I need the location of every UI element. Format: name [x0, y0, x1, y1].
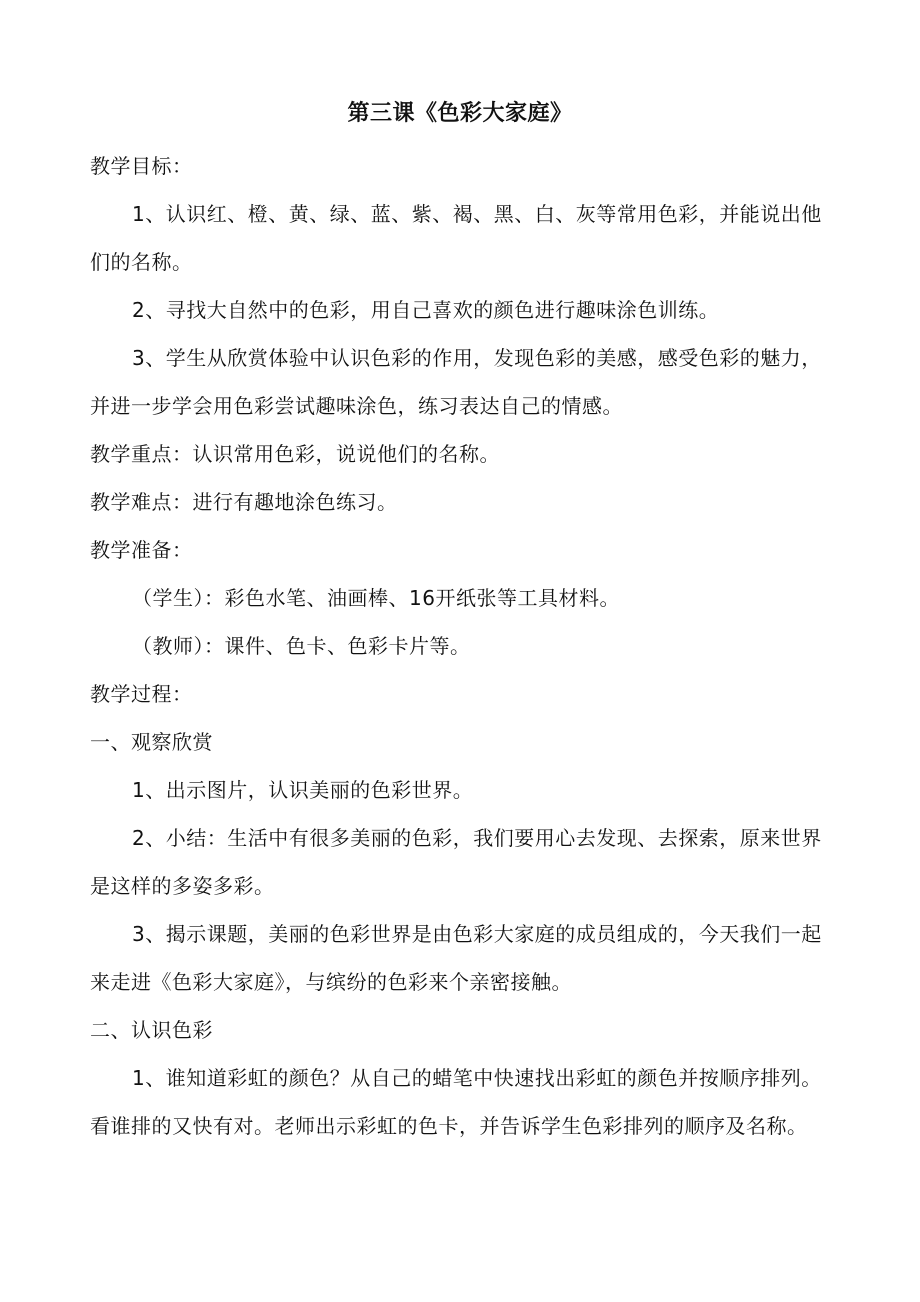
process-part-1-item-1: 1、出示图片，认识美丽的色彩世界。: [132, 778, 474, 802]
section-heading-objectives: 教学目标：: [90, 154, 193, 178]
process-part-1-item-3: 3、揭示课题，美丽的色彩世界是由色彩大家庭的成员组成的，今天我们一起来走进《色彩大家庭》，与缤纷的色彩来个亲密接触。: [90, 922, 822, 994]
process-part-2-heading: 二、认识色彩: [90, 1018, 213, 1042]
process-part-1-heading: 一、观察欣赏: [90, 730, 213, 754]
teaching-difficulty: 教学难点：进行有趣地涂色练习。: [90, 490, 398, 514]
process-part-2-item-1: 1、谁知道彩虹的颜色？从自己的蜡笔中快速找出彩虹的颜色并按顺序排列。看谁排的又快有对。老师出示彩虹的色卡，并告诉学生色彩排列的顺序及名称。: [90, 1066, 822, 1138]
preparation-teacher: （教师）：课件、色卡、色彩卡片等。: [132, 634, 471, 658]
objective-item-3: 3、学生从欣赏体验中认识色彩的作用，发现色彩的美感，感受色彩的魅力，并进一步学会用色彩尝试趣味涂色，练习表达自己的情感。: [90, 346, 822, 418]
section-heading-process: 教学过程：: [90, 682, 193, 706]
document-title: 第三课《色彩大家庭》: [347, 101, 573, 126]
teaching-focus: 教学重点：认识常用色彩，说说他们的名称。: [90, 442, 500, 466]
process-part-1-item-2: 2、小结：生活中有很多美丽的色彩，我们要用心去发现、去探索，原来世界是这样的多姿多彩。: [90, 826, 822, 898]
preparation-students: （学生）：彩色水笔、油画棒、16开纸张等工具材料。: [132, 586, 620, 610]
document-body: [90, 142, 825, 1150]
objective-item-2: 2、寻找大自然中的色彩，用自己喜欢的颜色进行趣味涂色训练。: [132, 298, 720, 322]
section-heading-preparation: 教学准备：: [90, 538, 193, 562]
objective-item-1: 1、认识红、橙、黄、绿、蓝、紫、褐、黑、白、灰等常用色彩，并能说出他们的名称。: [90, 202, 822, 274]
